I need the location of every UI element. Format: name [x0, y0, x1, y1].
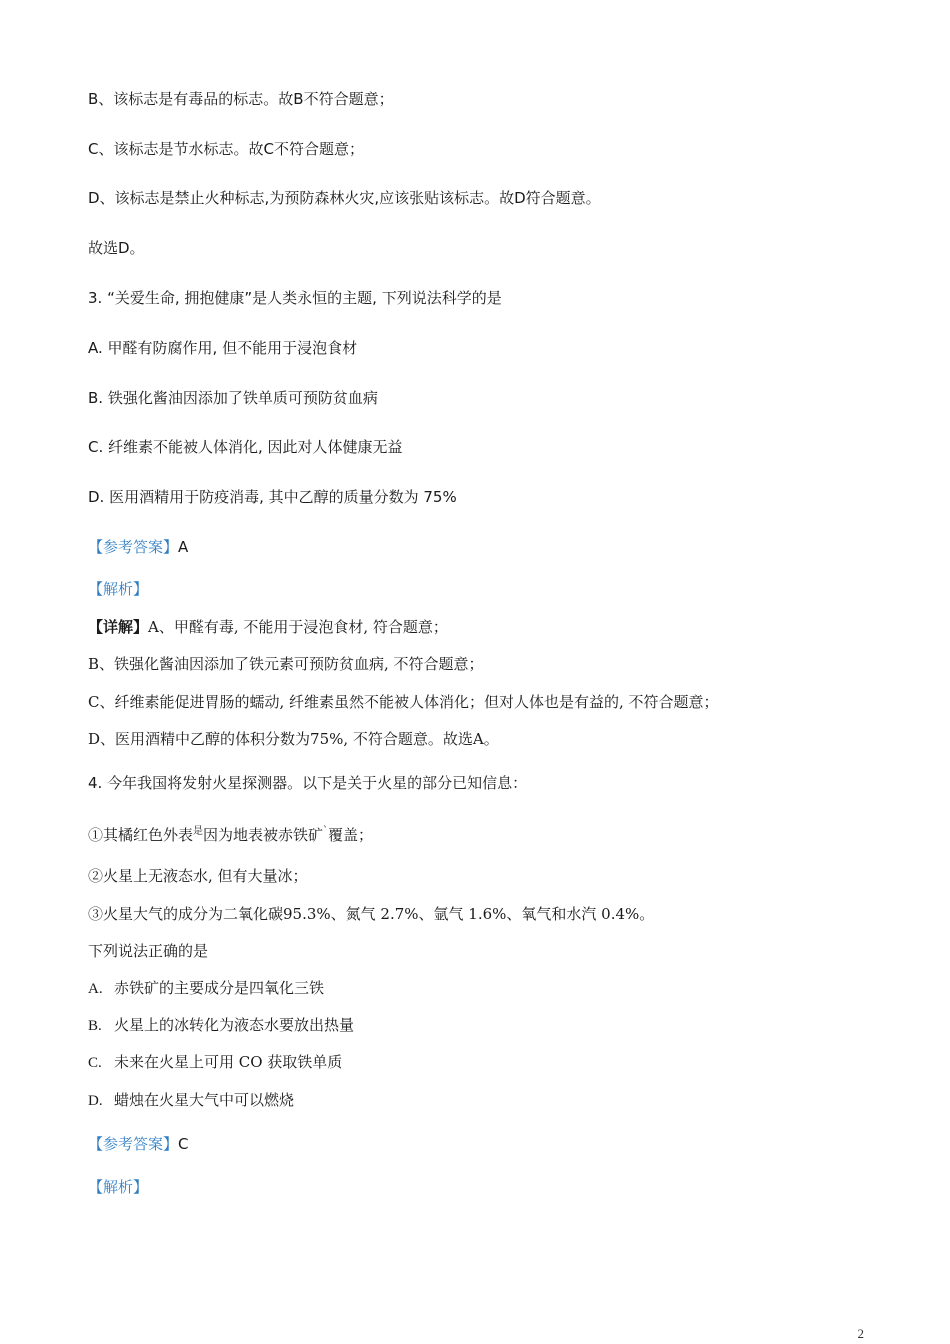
q4-info-1-part-a: ①其橘红色外表 [88, 826, 194, 844]
q4-option-a-text: 赤铁矿的主要成分是四氧化三铁 [114, 979, 325, 997]
q4-info-1-superscript: 是 [193, 826, 204, 837]
q3-answer [88, 537, 188, 557]
q4-option-b-text: 火星上的冰转化为液态水要放出热量 [114, 1016, 355, 1034]
q3-option-b: B. 铁强化酱油因添加了铁单质可预防贫血病 [88, 389, 378, 407]
prev-option-d-explanation: D、该标志是禁止火种标志,为预防森林火灾,应该张贴该标志。故D符合题意。 [88, 189, 601, 207]
q4-option-c-text: 未来在火星上可用 CO 获取铁单质 [114, 1053, 343, 1071]
q3-detail-label: 【详解】 [88, 618, 149, 636]
q3-detail-line-1 [88, 617, 448, 637]
q3-option-d: D. 医用酒精用于防疫消毒, 其中乙醇的质量分数为 75% [88, 488, 457, 506]
q4-stem: 4. 今年我国将发射火星探测器。以下是关于火星的部分已知信息： [88, 774, 528, 792]
q4-option-d-letter: D. [88, 1093, 103, 1109]
q3-option-c: C. 纤维素不能被人体消化, 因此对人体健康无益 [88, 438, 403, 456]
q4-option-c-letter: C. [88, 1055, 102, 1071]
q4-option-b-letter: B. [88, 1018, 102, 1034]
q4-answer-label: 【参考答案】 [88, 1135, 179, 1153]
q3-analysis-label: 【解析】 [88, 580, 149, 598]
q4-option-d [88, 1090, 294, 1111]
prev-conclusion: 故选D。 [88, 239, 145, 257]
q3-detail-line-3: C、纤维素能促进胃肠的蠕动, 纤维素虽然不能被人体消化；但对人体也是有益的, 不符合题意； [88, 693, 719, 711]
q4-info-1 [88, 825, 373, 848]
q4-info-3: ③火星大气的成分为二氧化碳95.3%、氮气 2.7%、氩气 1.6%、氧气和水汽 0.4%。 [88, 905, 655, 923]
prev-option-b-explanation: B、该标志是有毒品的标志。故B不符合题意； [88, 90, 394, 108]
q4-info-1-part-b: 因为地表被赤铁矿 [203, 826, 324, 844]
q4-option-d-text: 蜡烛在火星大气中可以燃烧 [114, 1091, 295, 1109]
q4-option-a-letter: A. [88, 981, 103, 997]
q4-option-b [88, 1015, 354, 1036]
q3-detail-line-4: D、医用酒精中乙醇的体积分数为75%, 不符合题意。故选A。 [88, 730, 499, 748]
q4-answer-value: C [178, 1135, 189, 1153]
q3-stem: 3. “关爱生命, 拥抱健康”是人类永恒的主题, 下列说法科学的是 [88, 289, 502, 307]
q3-option-a: A. 甲醛有防腐作用, 但不能用于浸泡食材 [88, 339, 358, 357]
q3-detail-line-2: B、铁强化酱油因添加了铁元素可预防贫血病, 不符合题意； [88, 655, 484, 673]
q3-answer-value: A [178, 538, 189, 556]
q3-answer-label: 【参考答案】 [88, 538, 179, 556]
q4-info-1-superscript-2: ` [323, 826, 329, 837]
q4-info-1-part-c: 覆盖； [328, 826, 374, 844]
q4-option-a [88, 978, 324, 999]
q3-detail-text-1: A、甲醛有毒, 不能用于浸泡食材, 符合题意； [148, 618, 448, 636]
q4-analysis-label: 【解析】 [88, 1178, 149, 1196]
q4-prompt: 下列说法正确的是 [88, 942, 209, 960]
page-number: 2 [857, 1326, 864, 1341]
q4-info-2: ②火星上无液态水, 但有大量冰； [88, 867, 308, 885]
q4-option-c [88, 1052, 342, 1073]
q4-answer [88, 1134, 189, 1154]
prev-option-c-explanation: C、该标志是节水标志。故C不符合题意； [88, 140, 364, 158]
